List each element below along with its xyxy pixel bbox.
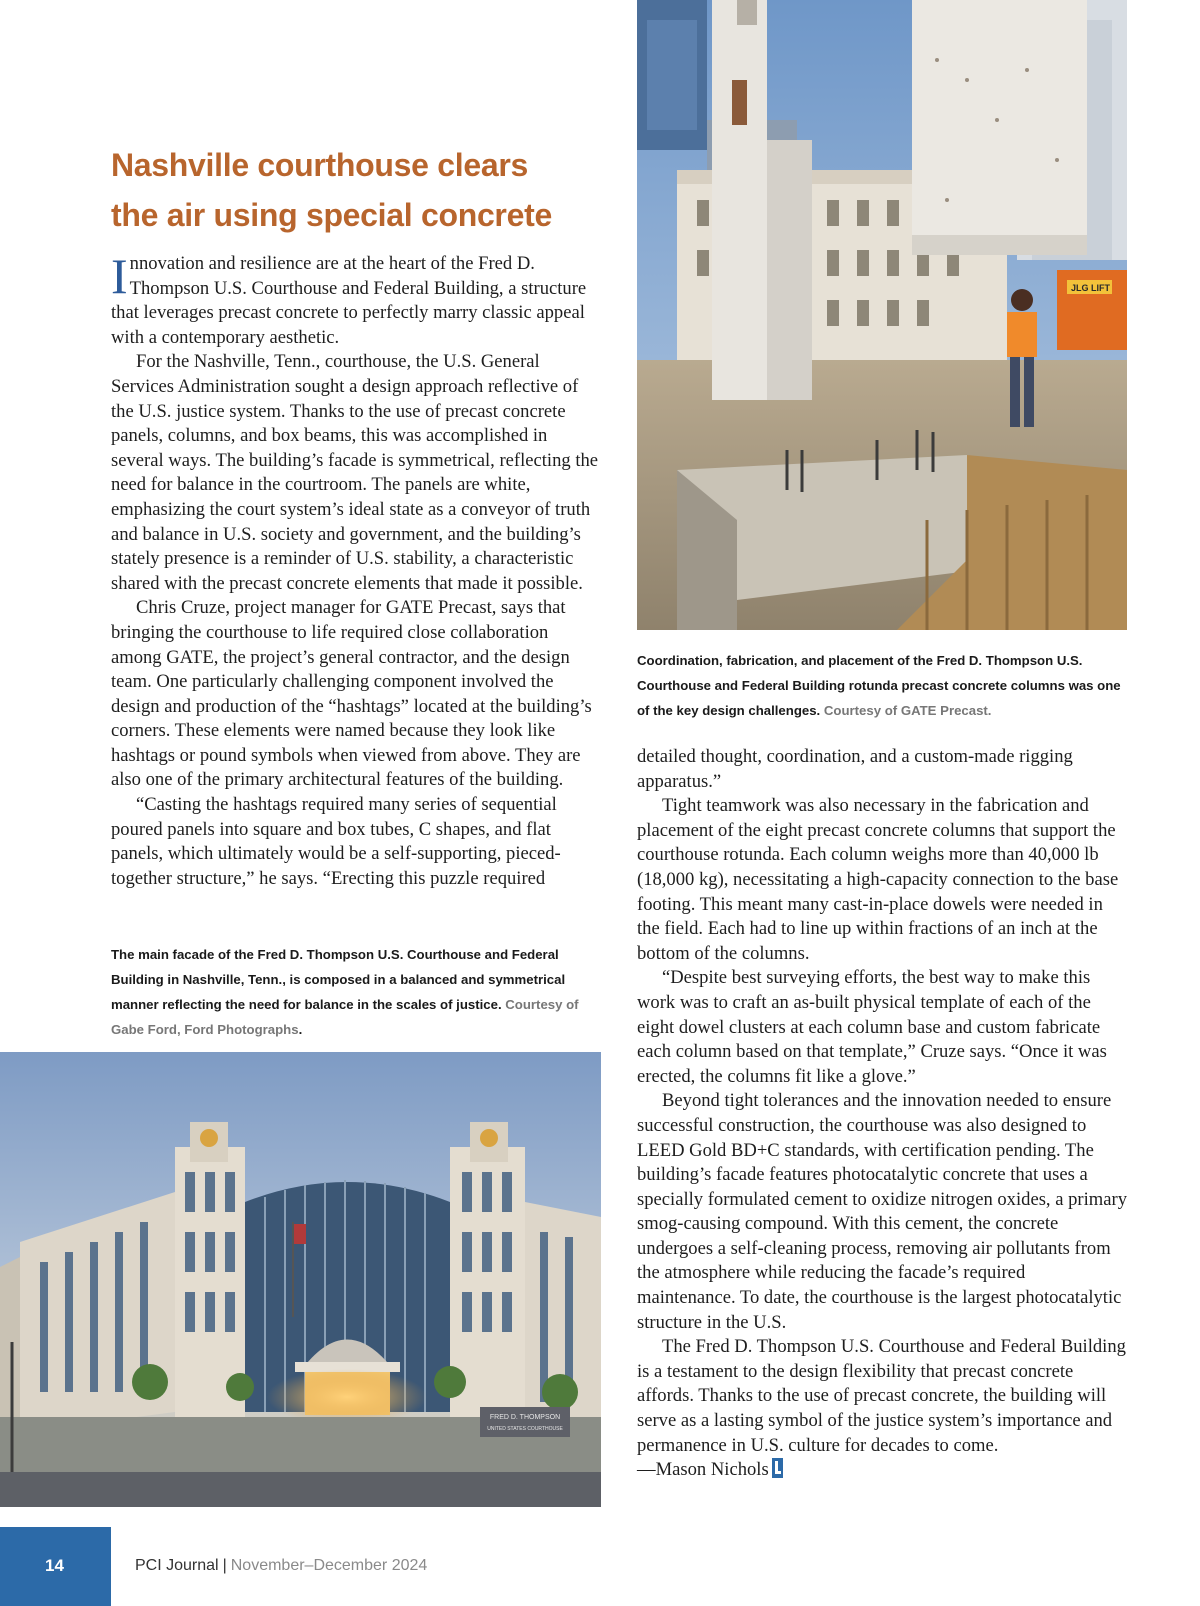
footer-publication	[135, 1557, 427, 1575]
article-title-line-1: Nashville courthouse clears	[111, 147, 528, 183]
construction-photo	[637, 0, 1127, 630]
issue-date: November–December 2024	[230, 1557, 428, 1574]
paragraph-8: The Fred D. Thompson U.S. Courthouse and Federal Building is a testament to the design flexibility that precast concrete affords. Thanks to the use of precast concrete, the building will serve as a lasting symbol of the justice system’s importance and permanence in U.S. culture for decades to come.	[637, 1336, 1126, 1456]
paragraph-6: “Despite best surveying efforts, the best way to make this work was to craft an as-built physical template of each of the eight dowel clusters at each column base and custom fabricate each column based on that template,” Cruze says. “Once it was erected, the columns fit like a glove.”	[637, 967, 1107, 1087]
building-sign-subtitle: UNITED STATES COURTHOUSE	[487, 1426, 563, 1432]
drop-cap: I	[111, 248, 128, 304]
pci-logo-icon	[772, 1458, 783, 1478]
footer-separator: |	[222, 1557, 227, 1574]
article-title-line-2: the air using special concrete	[111, 197, 552, 233]
construction-photo-caption: Coordination, fabrication, and placement of the Fred D. Thompson U.S. Courthouse and Federal Building rotunda precast concrete columns was one of the key design challenges. Courtesy of GATE Precast.	[637, 653, 1121, 718]
right-column-text	[637, 745, 1127, 1483]
paragraph-7: Beyond tight tolerances and the innovation needed to ensure successful construction, the courthouse was also designed to LEED Gold BD+C standards, with certification pending. The building’s facade features photocatalytic concrete that uses a specially formulated cement to oxidize nitrogen oxides, a primary smog-causing compound. With this cement, the concrete undergoes a self-cleaning process, removing air pollutants from the atmosphere while reducing the facade’s required maintenance. To date, the courthouse is the largest photocatalytic structure in the U.S.	[637, 1090, 1127, 1333]
paragraph-5: Tight teamwork was also necessary in the fabrication and placement of the eight precast concrete columns that support the courthouse rotunda. Each column weighs more than 40,000 lb (18,000 kg), necessitating a high-capacity connection to the base footing. This meant many cast-in-place dowels were needed in the field. Each had to line up within fractions of an inch at the bottom of the columns.	[637, 795, 1119, 964]
construction-photo-credit: Courtesy of GATE Precast.	[823, 703, 992, 718]
facade-photo-credit: Courtesy of Gabe Ford, Ford Photographs	[111, 997, 579, 1037]
facade-photo-caption: The main facade of the Fred D. Thompson U.S. Courthouse and Federal Building in Nashville, Tenn., is composed in a balanced and symmetrical manner reflecting the need for balance in the scales of justice. Courtesy of Gabe Ford, Ford Photographs.	[111, 947, 579, 1037]
page-number: 14	[45, 1556, 64, 1575]
paragraph-1: Innovation and resilience are at the heart of the Fred D. Thompson U.S. Courthouse and Federal Building, a structure that leverages precast concrete to perfectly marry classic appeal with a contemporary aesthetic.	[111, 248, 587, 348]
article-title	[111, 140, 631, 240]
paragraph-4-continued: detailed thought, coordination, and a custom-made rigging apparatus.”	[637, 746, 1073, 792]
left-column-text	[111, 248, 601, 891]
courthouse-facade-photo	[0, 1052, 601, 1507]
building-sign-name: FRED D. THOMPSON	[489, 1414, 561, 1421]
byline: —Mason Nichols	[637, 1458, 1127, 1483]
paragraph-2: For the Nashville, Tenn., courthouse, the U.S. General Services Administration sought a design approach reflective of the U.S. justice system. Thanks to the use of precast concrete panels, columns, and box beams, this was accomplished in several ways. The building’s facade is symmetrical, reflecting the need for balance in the courtroom. The panels are white, emphasizing the court system’s ideal state as a conveyor of truth and balance in U.S. society and government, and the building’s stately presence is a reminder of U.S. stability, a characteristic shared with the precast concrete elements that made it possible.	[111, 351, 599, 594]
journal-name: PCI Journal	[135, 1557, 219, 1574]
paragraph-3: Chris Cruze, project manager for GATE Precast, says that bringing the courthouse to life required close collaboration among GATE, the project’s general contractor, and the design team. One particularly challenging component involved the design and production of the “hashtags” located at the building’s corners. These elements were named because they look like hashtags or pound symbols when viewed from above. They are also one of the primary architectural features of the building.	[111, 597, 592, 791]
paragraph-4: “Casting the hashtags required many series of sequential poured panels into square and box tubes, C shapes, and flat panels, which ultimately would be a self-supporting, pieced-together structure,” he says. “Erecting this puzzle required	[111, 794, 561, 889]
lift-label: JLG LIFT	[1071, 283, 1110, 293]
